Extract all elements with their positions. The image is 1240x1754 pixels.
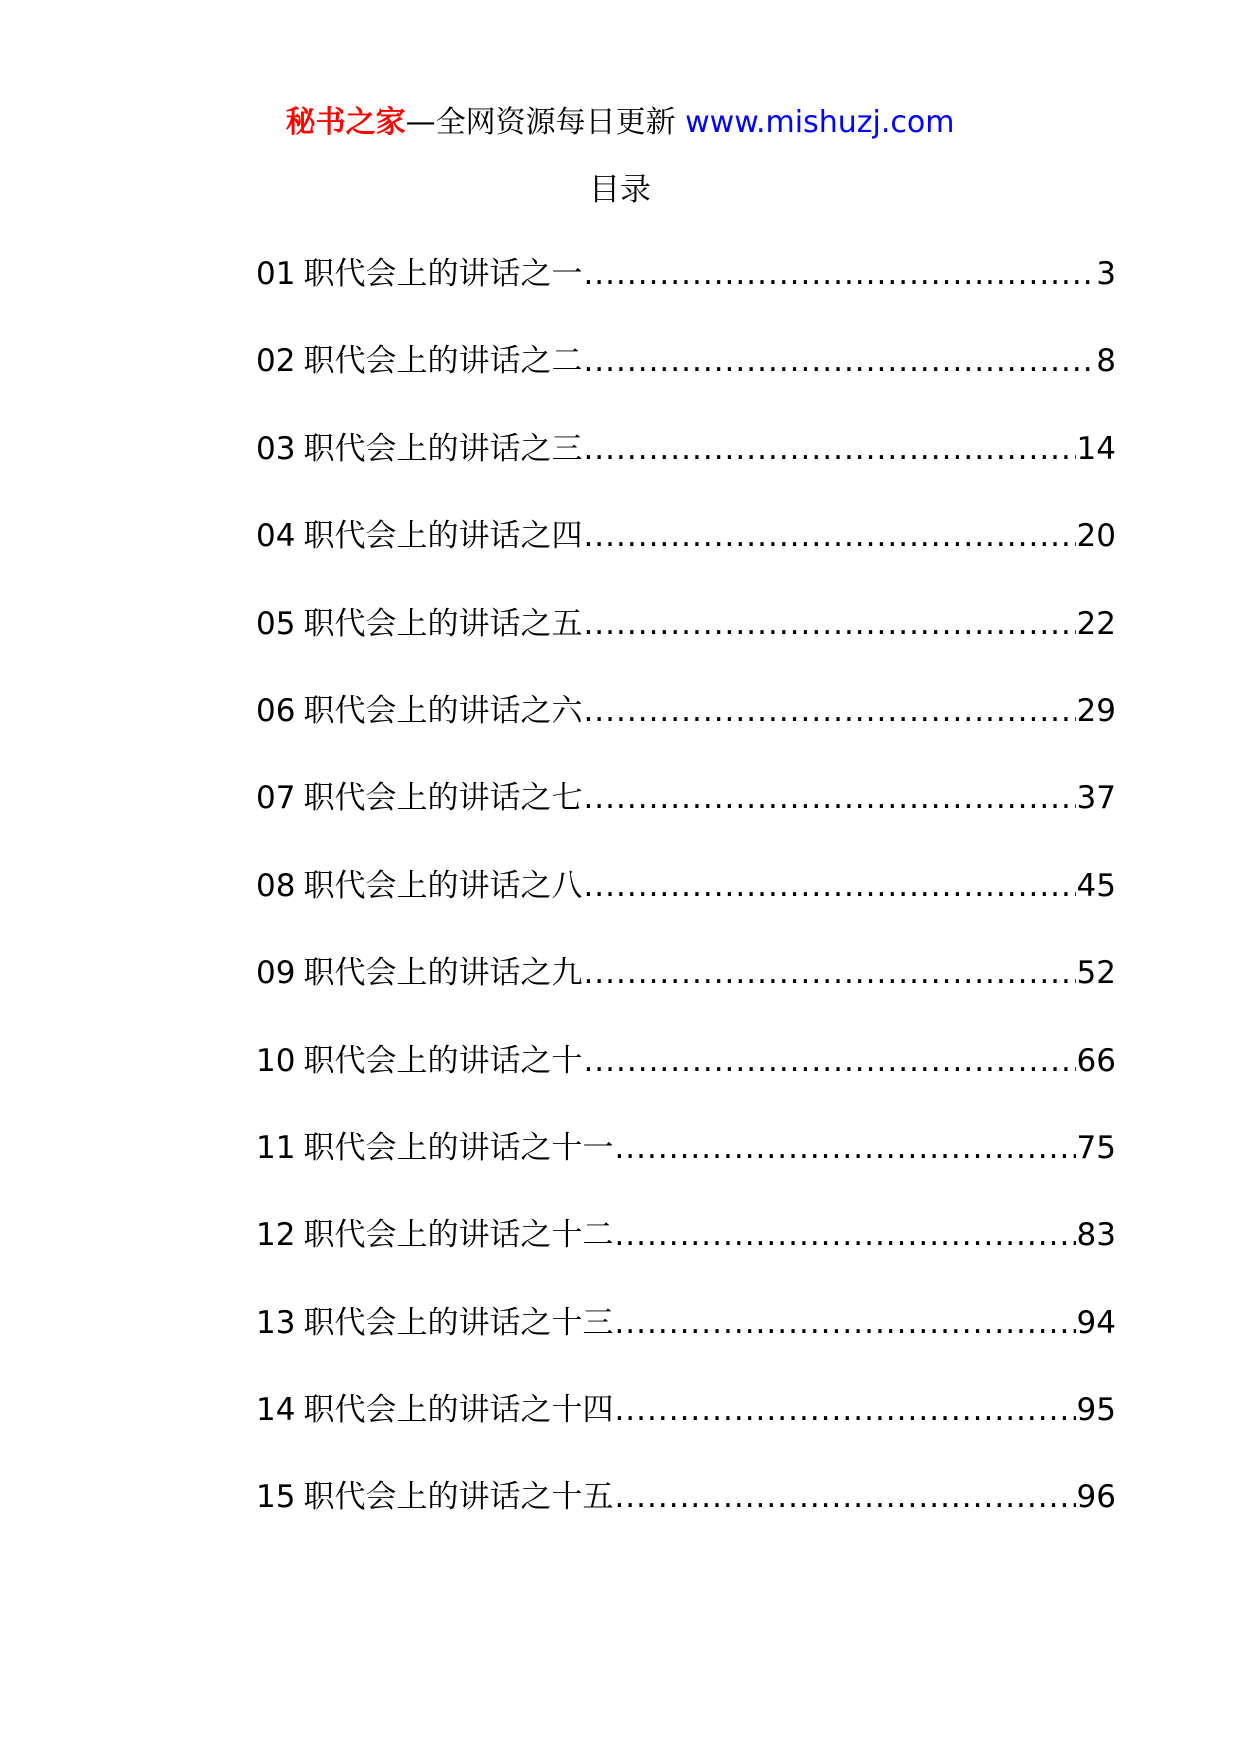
toc-entry-page: 37 <box>1076 780 1116 817</box>
toc-dot-leader <box>583 514 1075 558</box>
toc-entry-label: 职代会上的讲话之九 <box>303 955 583 992</box>
toc-dot-leader <box>583 951 1075 995</box>
toc-entry[interactable] <box>256 339 1116 426</box>
toc-dot-leader <box>614 1475 1075 1519</box>
toc-entry-label: 职代会上的讲话之六 <box>303 692 583 729</box>
toc-entry[interactable] <box>256 1213 1116 1300</box>
toc-entry-number: 02 <box>256 343 296 380</box>
toc-entry-label: 职代会上的讲话之十 <box>303 1042 583 1079</box>
toc-dot-leader <box>583 252 1095 296</box>
toc-entry-number: 03 <box>256 430 296 467</box>
toc-entry[interactable] <box>256 1475 1116 1562</box>
toc-title: 目录 <box>589 172 651 208</box>
toc-entry-page: 75 <box>1076 1129 1116 1166</box>
toc-entry-label: 职代会上的讲话之一 <box>303 256 583 292</box>
toc-entry[interactable] <box>256 427 1116 514</box>
toc-entry-label: 职代会上的讲话之十二 <box>303 1217 614 1254</box>
header-tagline: —全网资源每日更新 <box>405 105 676 140</box>
toc-dot-leader <box>614 1301 1075 1345</box>
toc-entry-page: 29 <box>1076 692 1116 729</box>
toc-entry-number: 10 <box>256 1042 296 1079</box>
toc-entry-label: 职代会上的讲话之四 <box>303 518 583 555</box>
toc-dot-leader <box>583 427 1075 471</box>
toc-entry-number: 01 <box>256 256 296 292</box>
toc-entry-page: 96 <box>1076 1479 1116 1516</box>
toc-entry-page: 45 <box>1076 867 1116 904</box>
toc-entry[interactable] <box>256 689 1116 776</box>
toc-entry-page: 94 <box>1076 1304 1116 1341</box>
toc-entry-number: 04 <box>256 518 296 555</box>
site-url-link[interactable]: www.mishuzj.com <box>685 105 955 140</box>
toc-entry-label: 职代会上的讲话之五 <box>303 605 583 642</box>
toc-entry-label: 职代会上的讲话之七 <box>303 780 583 817</box>
toc-entry[interactable] <box>256 514 1116 601</box>
toc-entry[interactable] <box>256 1301 1116 1388</box>
toc-entry[interactable] <box>256 602 1116 689</box>
toc-entry-number: 06 <box>256 692 296 729</box>
toc-entry-number: 15 <box>256 1479 296 1516</box>
toc-entry-page: 52 <box>1076 955 1116 992</box>
toc-dot-leader <box>614 1213 1075 1257</box>
table-of-contents <box>256 252 1116 1563</box>
toc-dot-leader <box>614 1126 1075 1170</box>
toc-entry-number: 08 <box>256 867 296 904</box>
toc-entry[interactable] <box>256 252 1116 339</box>
toc-entry-number: 14 <box>256 1392 296 1429</box>
toc-dot-leader <box>583 776 1075 820</box>
toc-dot-leader <box>583 602 1075 646</box>
toc-entry-label: 职代会上的讲话之八 <box>303 867 583 904</box>
toc-entry[interactable] <box>256 864 1116 951</box>
toc-entry[interactable] <box>256 1388 1116 1475</box>
toc-dot-leader <box>614 1388 1075 1432</box>
toc-entry[interactable] <box>256 1126 1116 1213</box>
toc-entry-page: 22 <box>1076 605 1116 642</box>
toc-dot-leader <box>583 689 1075 733</box>
toc-entry-page: 3 <box>1096 256 1116 292</box>
toc-entry-number: 07 <box>256 780 296 817</box>
toc-entry-page: 14 <box>1076 430 1116 467</box>
toc-entry-number: 09 <box>256 955 296 992</box>
toc-entry-number: 05 <box>256 605 296 642</box>
toc-entry[interactable] <box>256 1039 1116 1126</box>
toc-entry-label: 职代会上的讲话之二 <box>303 343 583 380</box>
toc-dot-leader <box>583 339 1095 383</box>
toc-entry-label: 职代会上的讲话之十五 <box>303 1479 614 1516</box>
toc-entry-label: 职代会上的讲话之十三 <box>303 1304 614 1341</box>
toc-entry-number: 12 <box>256 1217 296 1254</box>
toc-entry-page: 83 <box>1076 1217 1116 1254</box>
toc-entry-page: 20 <box>1076 518 1116 555</box>
toc-entry-page: 66 <box>1076 1042 1116 1079</box>
toc-entry[interactable] <box>256 776 1116 863</box>
toc-entry-number: 13 <box>256 1304 296 1341</box>
toc-entry-number: 11 <box>256 1129 296 1166</box>
toc-entry-page: 95 <box>1076 1392 1116 1429</box>
toc-entry-label: 职代会上的讲话之十四 <box>303 1392 614 1429</box>
toc-entry-label: 职代会上的讲话之十一 <box>303 1129 614 1166</box>
toc-dot-leader <box>583 1039 1075 1083</box>
toc-dot-leader <box>583 864 1075 908</box>
toc-entry-page: 8 <box>1096 343 1116 380</box>
site-header <box>0 100 1240 146</box>
toc-entry[interactable] <box>256 951 1116 1038</box>
brand-name: 秘书之家 <box>285 105 406 140</box>
toc-entry-label: 职代会上的讲话之三 <box>303 430 583 467</box>
